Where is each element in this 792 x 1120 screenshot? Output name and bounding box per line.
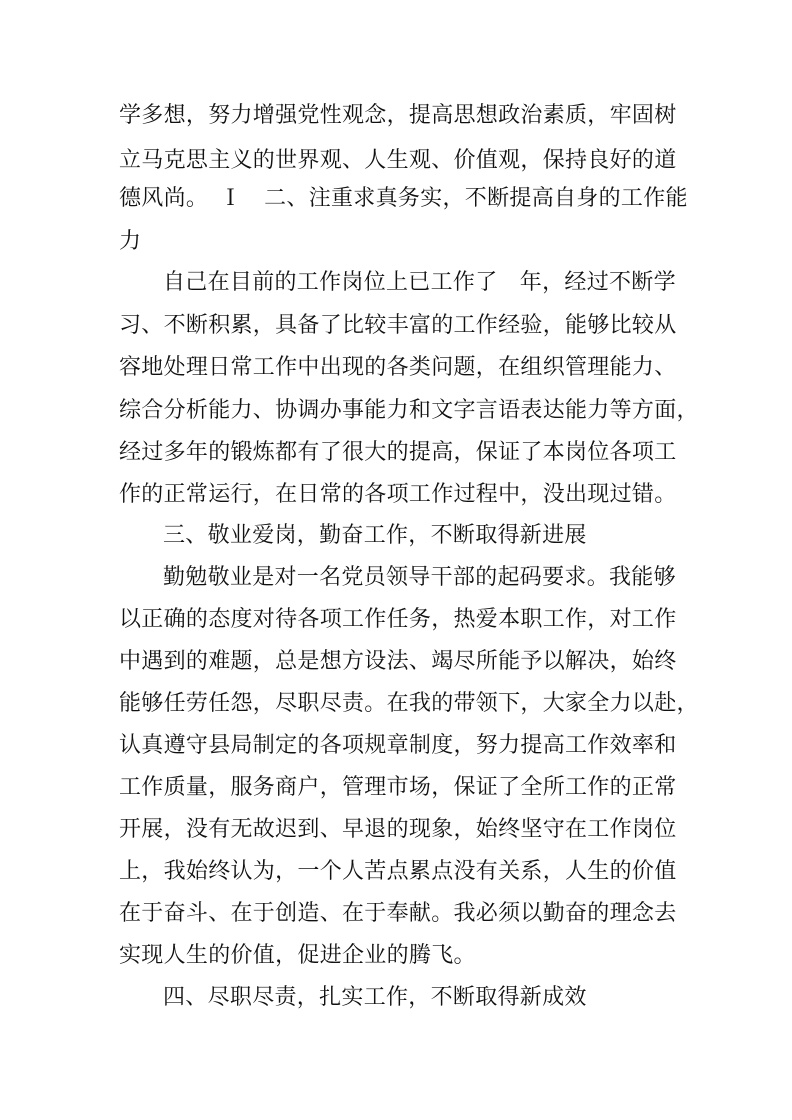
text-line: 勤勉敬业是对一名党员领导干部的起码要求。我能够 bbox=[163, 565, 676, 590]
text-line: 工作质量，服务商户，管理市场，保证了全所工作的正常 bbox=[119, 775, 677, 800]
text-line: 习、不断积累，具备了比较丰富的工作经验，能够比较从 bbox=[119, 313, 677, 338]
text-line: 开展，没有无故迟到、早退的现象，始终坚守在工作岗位 bbox=[119, 817, 677, 842]
text-line: 立马克思主义的世界观、人生观、价值观，保持良好的道 bbox=[119, 148, 677, 173]
text-line: 中遇到的难题，总是想方设法、竭尽所能予以解决，始终 bbox=[119, 649, 677, 674]
text-line: 认真遵守县局制定的各项规章制度，努力提高工作效率和 bbox=[119, 733, 677, 758]
text-line: 力 bbox=[119, 229, 142, 254]
text-line: 经过多年的锻炼都有了很大的提高，保证了本岗位各项工 bbox=[119, 440, 677, 465]
text-line: 自己在目前的工作岗位上已工作了 年，经过不断学 bbox=[163, 270, 676, 295]
text-line: 在于奋斗、在于创造、在于奉献。我必须以勤奋的理念去 bbox=[119, 901, 677, 926]
text-line: 综合分析能力、协调办事能力和文字言语表达能力等方面， bbox=[119, 398, 699, 423]
text-line: 以正确的态度对待各项工作任务，热爱本职工作，对工作 bbox=[119, 607, 677, 632]
text-line: 能够任劳任怨，尽职尽责。在我的带领下，大家全力以赴， bbox=[119, 691, 699, 716]
section-heading: 三、敬业爱岗，勤奋工作，不断取得新进展 bbox=[163, 523, 587, 548]
section-heading: 四、尽职尽责，扎实工作，不断取得新成效 bbox=[163, 985, 587, 1010]
text-line: 作的正常运行，在日常的各项工作过程中，没出现过错。 bbox=[119, 482, 677, 507]
text-line: 学多想，努力增强党性观念，提高思想政治素质，牢固树 bbox=[119, 103, 677, 128]
text-line: 实现人生的价值，促进企业的腾飞。 bbox=[119, 943, 476, 968]
text-line: 容地处理日常工作中出现的各类问题，在组织管理能力、 bbox=[119, 355, 677, 380]
text-line: 德风尚。 Ｉ 二、注重求真务实，不断提高自身的工作能 bbox=[119, 186, 688, 211]
text-line: 上，我始终认为，一个人苦点累点没有关系，人生的价值 bbox=[119, 859, 677, 884]
